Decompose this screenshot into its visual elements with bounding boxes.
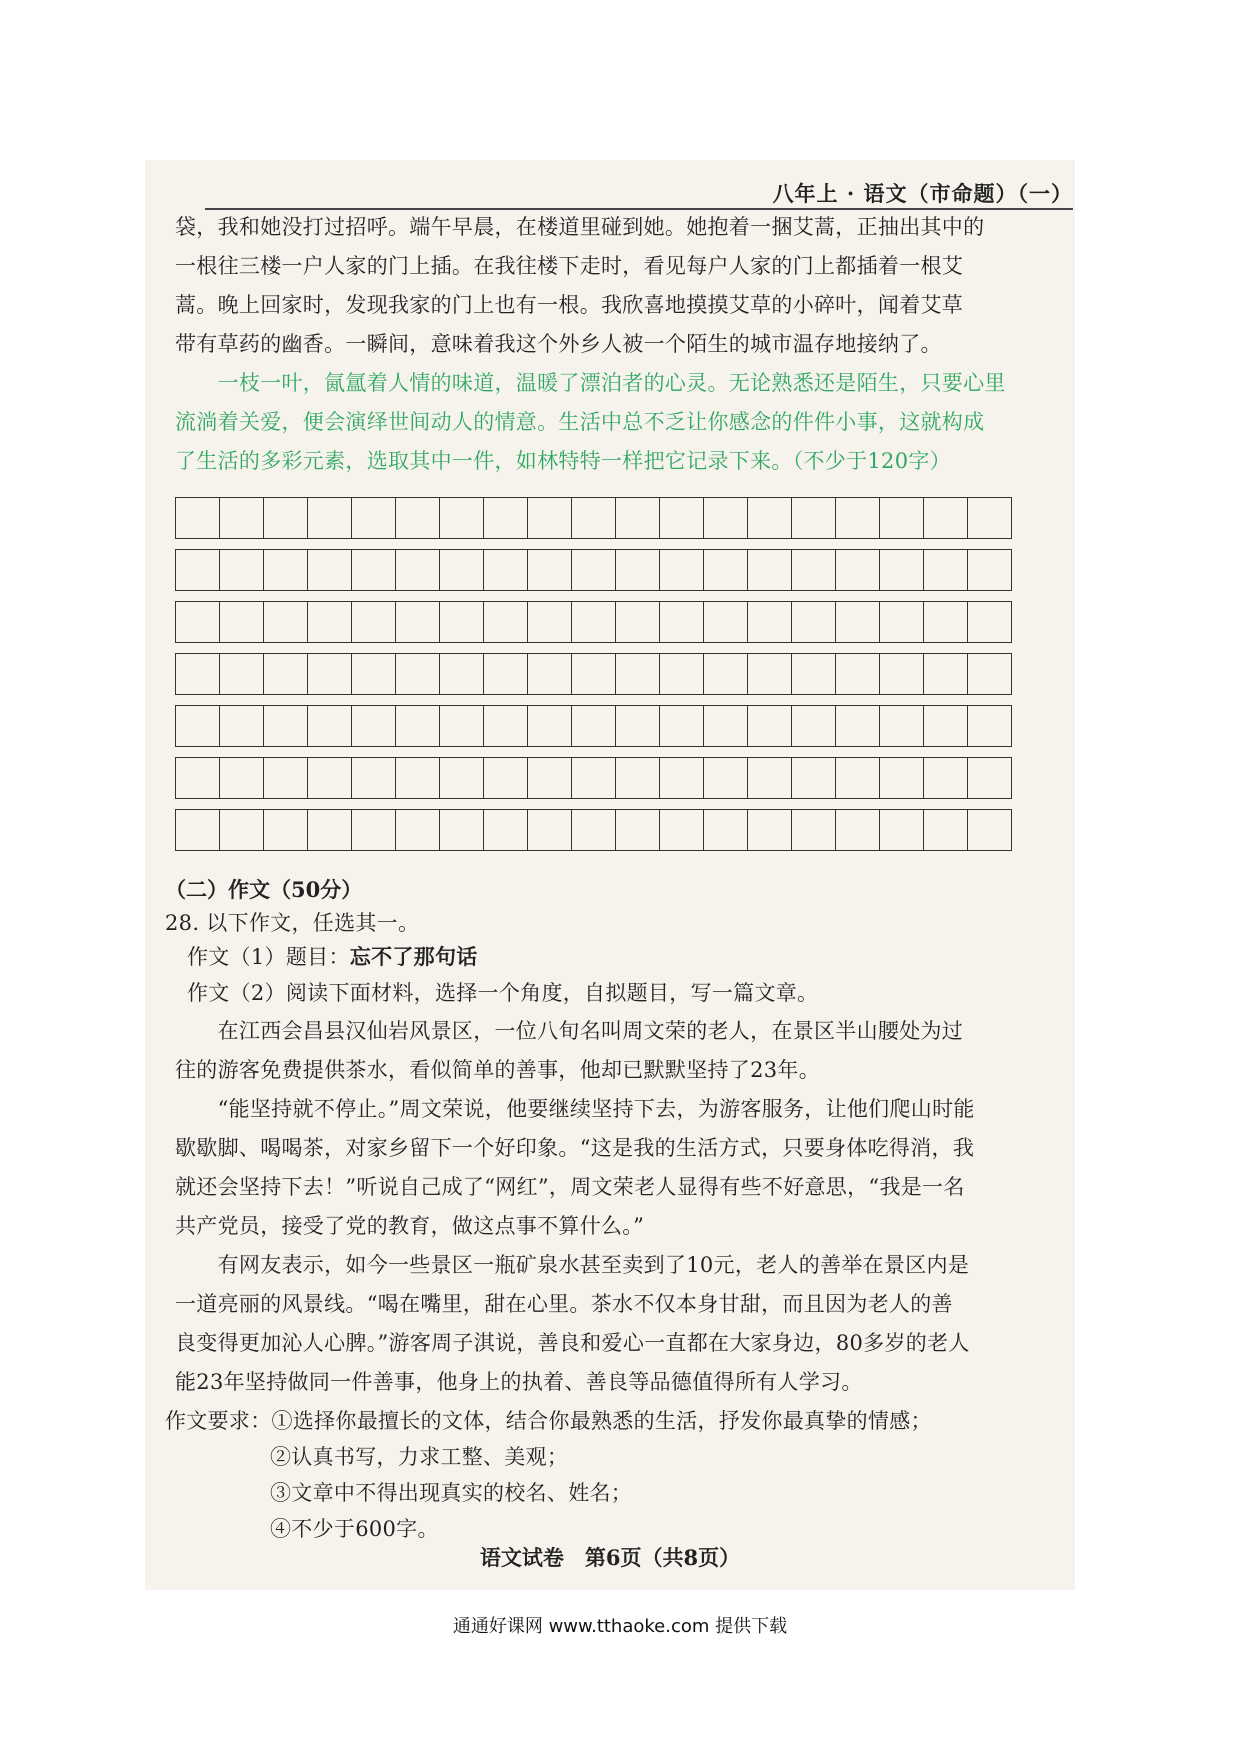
material-line: 往的游客免费提供茶水，看似简单的善事，他却已默默坚持了23年。 (175, 1058, 821, 1082)
grid-gap-cell (484, 591, 528, 602)
grid-gap-cell (836, 747, 880, 758)
grid-cell[interactable] (440, 706, 484, 747)
material-line: 就还会坚持下去！”听说自己成了“网红”，周文荣老人显得有些不好意思，“我是一名 (175, 1175, 965, 1199)
grid-cell[interactable] (176, 758, 220, 799)
grid-cell[interactable] (352, 654, 396, 695)
grid-cell[interactable] (748, 810, 792, 851)
material-paragraph-2 (175, 1090, 1055, 1246)
grid-gap-cell (220, 643, 264, 654)
grid-cell[interactable] (616, 758, 660, 799)
grid-gap-cell (924, 695, 968, 706)
grid-gap-cell (748, 799, 792, 810)
grid-gap-cell (176, 695, 220, 706)
grid-gap-cell (968, 539, 1012, 550)
grid-cell[interactable] (660, 550, 704, 591)
grid-gap-cell (572, 695, 616, 706)
grid-gap-cell (836, 539, 880, 550)
grid-gap-cell (880, 539, 924, 550)
grid-gap-cell (660, 591, 704, 602)
material-line: “能坚持就不停止。”周文荣说，他要继续坚持下去，为游客服务，让他们爬山时能 (175, 1097, 975, 1121)
grid-row-gap (176, 643, 1012, 654)
grid-row (176, 602, 1012, 643)
grid-cell[interactable] (484, 654, 528, 695)
grid-cell[interactable] (352, 758, 396, 799)
grid-gap-cell (352, 643, 396, 654)
passage-line: 一根往三楼一户人家的门上插。在我往楼下走时，看见每户人家的门上都插着一根艾 (175, 254, 964, 278)
grid-cell[interactable] (264, 810, 308, 851)
grid-gap-cell (704, 799, 748, 810)
grid-gap-cell (484, 643, 528, 654)
grid-cell[interactable] (396, 758, 440, 799)
grid-cell[interactable] (792, 810, 836, 851)
grid-gap-cell (924, 643, 968, 654)
page-footer: 语文试卷 第6页（共8页） (479, 1545, 741, 1570)
grid-cell[interactable] (572, 706, 616, 747)
grid-cell[interactable] (880, 602, 924, 643)
material-line: 良变得更加沁人心脾。”游客周子淇说，善良和爱心一直都在大家身边，80多岁的老人 (175, 1331, 970, 1355)
grid-gap-cell (396, 747, 440, 758)
grid-cell[interactable] (880, 550, 924, 591)
grid-cell[interactable] (792, 550, 836, 591)
grid-gap-cell (968, 643, 1012, 654)
grid-gap-cell (352, 799, 396, 810)
grid-cell[interactable] (176, 602, 220, 643)
grid-gap-cell (484, 695, 528, 706)
grid-gap-cell (792, 799, 836, 810)
grid-gap-cell (968, 695, 1012, 706)
prompt-line: 流淌着关爱，便会演绎世间动人的情意。生活中总不乏让你感念的件件小事，这就构成 (175, 410, 985, 434)
answer-writing-grid[interactable] (175, 497, 1012, 851)
grid-cell[interactable] (704, 758, 748, 799)
grid-cell[interactable] (484, 758, 528, 799)
grid-gap-cell (880, 643, 924, 654)
grid-gap-cell (704, 591, 748, 602)
grid-cell[interactable] (968, 706, 1012, 747)
grid-cell[interactable] (792, 758, 836, 799)
grid-row-gap (176, 695, 1012, 706)
grid-gap-cell (440, 695, 484, 706)
grid-gap-cell (792, 539, 836, 550)
grid-cell[interactable] (528, 550, 572, 591)
grid-cell[interactable] (528, 602, 572, 643)
grid-gap-cell (220, 539, 264, 550)
reading-passage-end (175, 208, 1055, 364)
grid-gap-cell (836, 695, 880, 706)
grid-cell[interactable] (836, 550, 880, 591)
grid-row (176, 706, 1012, 747)
grid-gap-cell (660, 539, 704, 550)
grid-cell[interactable] (616, 498, 660, 539)
grid-cell[interactable] (660, 706, 704, 747)
page-header: 八年上 · 语文（市命题）（一） (205, 178, 1073, 210)
grid-gap-cell (528, 695, 572, 706)
grid-gap-cell (440, 591, 484, 602)
grid-cell[interactable] (308, 654, 352, 695)
grid-gap-cell (836, 799, 880, 810)
grid-cell[interactable] (660, 758, 704, 799)
material-line: 共产党员，接受了党的教育，做这点事不算什么。” (175, 1214, 645, 1238)
grid-cell[interactable] (924, 602, 968, 643)
grid-cell[interactable] (308, 498, 352, 539)
grid-gap-cell (220, 799, 264, 810)
grid-cell[interactable] (968, 550, 1012, 591)
grid-gap-cell (924, 591, 968, 602)
grid-cell[interactable] (528, 654, 572, 695)
grid-cell[interactable] (352, 602, 396, 643)
grid-gap-cell (924, 539, 968, 550)
grid-gap-cell (616, 539, 660, 550)
grid-gap-cell (748, 591, 792, 602)
grid-cell[interactable] (440, 602, 484, 643)
grid-cell[interactable] (220, 758, 264, 799)
grid-cell[interactable] (924, 758, 968, 799)
grid-cell[interactable] (704, 550, 748, 591)
grid-cell[interactable] (484, 550, 528, 591)
grid-row-gap (176, 539, 1012, 550)
grid-gap-cell (792, 591, 836, 602)
grid-cell[interactable] (528, 498, 572, 539)
grid-cell[interactable] (616, 706, 660, 747)
grid-gap-cell (352, 539, 396, 550)
grid-gap-cell (616, 643, 660, 654)
grid-gap-cell (308, 695, 352, 706)
grid-gap-cell (308, 643, 352, 654)
material-line: 在江西会昌县汉仙岩风景区，一位八旬名叫周文荣的老人，在景区半山腰处为过 (175, 1019, 964, 1043)
grid-gap-cell (528, 747, 572, 758)
grid-cell[interactable] (616, 654, 660, 695)
grid-cell[interactable] (220, 498, 264, 539)
grid-cell[interactable] (396, 706, 440, 747)
grid-gap-cell (968, 799, 1012, 810)
grid-cell[interactable] (704, 810, 748, 851)
requirements-label: 作文要求： (165, 1409, 272, 1433)
grid-cell[interactable] (176, 810, 220, 851)
grid-cell[interactable] (704, 654, 748, 695)
grid-gap-cell (264, 591, 308, 602)
grid-cell[interactable] (572, 654, 616, 695)
grid-cell[interactable] (660, 498, 704, 539)
passage-line: 蒿。晚上回家时，发现我家的门上也有一根。我欣喜地摸摸艾草的小碎叶，闻着艾草 (175, 293, 964, 317)
grid-gap-cell (704, 695, 748, 706)
grid-gap-cell (616, 695, 660, 706)
material-line: 有网友表示，如今一些景区一瓶矿泉水甚至卖到了10元，老人的善举在景区内是 (175, 1253, 970, 1277)
grid-cell[interactable] (176, 550, 220, 591)
grid-cell[interactable] (792, 498, 836, 539)
grid-gap-cell (352, 747, 396, 758)
grid-gap-cell (528, 799, 572, 810)
grid-row-gap (176, 799, 1012, 810)
grid-cell[interactable] (704, 706, 748, 747)
grid-gap-cell (396, 643, 440, 654)
grid-gap-cell (440, 747, 484, 758)
grid-cell[interactable] (660, 654, 704, 695)
grid-cell[interactable] (880, 810, 924, 851)
grid-cell[interactable] (880, 654, 924, 695)
grid-cell[interactable] (220, 654, 264, 695)
grid-cell[interactable] (528, 758, 572, 799)
grid-gap-cell (924, 799, 968, 810)
question-27-prompt (175, 364, 1055, 481)
grid-cell[interactable] (616, 810, 660, 851)
grid-cell[interactable] (352, 810, 396, 851)
passage-line: 袋，我和她没打过招呼。端午早晨，在楼道里碰到她。她抱着一捆艾蒿，正抽出其中的 (175, 215, 985, 239)
grid-gap-cell (484, 747, 528, 758)
material-line: 一道亮丽的风景线。“喝在嘴里，甜在心里。茶水不仅本身甘甜，而且因为老人的善 (175, 1292, 953, 1316)
question-28: 28. 以下作文，任选其一。 (165, 911, 420, 935)
grid-cell[interactable] (220, 602, 264, 643)
grid-gap-cell (176, 643, 220, 654)
grid-gap-cell (968, 747, 1012, 758)
grid-cell[interactable] (308, 758, 352, 799)
grid-gap-cell (924, 747, 968, 758)
essay-option-2: 作文（2）阅读下面材料，选择一个角度，自拟题目，写一篇文章。 (187, 981, 819, 1005)
grid-cell[interactable] (968, 602, 1012, 643)
grid-gap-cell (264, 747, 308, 758)
grid-gap-cell (660, 747, 704, 758)
grid-gap-cell (572, 643, 616, 654)
grid-cell[interactable] (748, 550, 792, 591)
grid-gap-cell (880, 695, 924, 706)
grid-cell[interactable] (264, 550, 308, 591)
grid-cell[interactable] (836, 602, 880, 643)
grid-gap-cell (880, 799, 924, 810)
grid-cell[interactable] (880, 706, 924, 747)
grid-cell[interactable] (264, 498, 308, 539)
grid-gap-cell (440, 643, 484, 654)
grid-gap-cell (528, 591, 572, 602)
grid-cell[interactable] (352, 498, 396, 539)
grid-cell[interactable] (836, 758, 880, 799)
grid-cell[interactable] (836, 654, 880, 695)
grid-gap-cell (396, 539, 440, 550)
passage-line: 带有草药的幽香。一瞬间，意味着我这个外乡人被一个陌生的城市温存地接纳了。 (175, 332, 942, 356)
grid-gap-cell (220, 747, 264, 758)
prompt-line: 一枝一叶，氤氲着人情的味道，温暖了漂泊者的心灵。无论熟悉还是陌生，只要心里 (175, 371, 1006, 395)
grid-gap-cell (484, 799, 528, 810)
grid-cell[interactable] (396, 550, 440, 591)
grid-cell[interactable] (440, 498, 484, 539)
grid-cell[interactable] (440, 654, 484, 695)
grid-cell[interactable] (792, 654, 836, 695)
grid-gap-cell (528, 539, 572, 550)
grid-cell[interactable] (748, 758, 792, 799)
grid-cell[interactable] (264, 706, 308, 747)
grid-cell[interactable] (704, 498, 748, 539)
grid-row (176, 810, 1012, 851)
grid-cell[interactable] (308, 602, 352, 643)
grid-cell[interactable] (396, 654, 440, 695)
grid-gap-cell (616, 747, 660, 758)
grid-gap-cell (352, 695, 396, 706)
grid-cell[interactable] (528, 810, 572, 851)
grid-gap-cell (880, 747, 924, 758)
grid-gap-cell (176, 747, 220, 758)
grid-row-gap (176, 747, 1012, 758)
grid-cell[interactable] (968, 810, 1012, 851)
grid-cell[interactable] (264, 758, 308, 799)
grid-gap-cell (308, 539, 352, 550)
grid-gap-cell (616, 591, 660, 602)
exam-page (145, 160, 1075, 1590)
grid-cell[interactable] (220, 550, 264, 591)
grid-gap-cell (396, 591, 440, 602)
grid-gap-cell (484, 539, 528, 550)
grid-gap-cell (660, 799, 704, 810)
material-line: 能23年坚持做同一件善事，他身上的执着、善良等品德值得所有人学习。 (175, 1370, 863, 1394)
grid-gap-cell (616, 799, 660, 810)
grid-cell[interactable] (572, 550, 616, 591)
grid-cell[interactable] (748, 654, 792, 695)
grid-gap-cell (572, 591, 616, 602)
grid-gap-cell (308, 747, 352, 758)
grid-gap-cell (792, 643, 836, 654)
grid-gap-cell (572, 539, 616, 550)
grid-gap-cell (748, 747, 792, 758)
grid-gap-cell (704, 539, 748, 550)
grid-cell[interactable] (792, 602, 836, 643)
grid-gap-cell (748, 539, 792, 550)
grid-gap-cell (308, 591, 352, 602)
grid-gap-cell (660, 695, 704, 706)
grid-cell[interactable] (176, 654, 220, 695)
requirement-item: ②认真书写，力求工整、美观； (270, 1445, 569, 1469)
grid-cell[interactable] (396, 602, 440, 643)
grid-gap-cell (308, 799, 352, 810)
grid-cell[interactable] (264, 602, 308, 643)
grid-gap-cell (220, 695, 264, 706)
download-watermark: 通通好课网 www.tthaoke.com 提供下载 (452, 1616, 788, 1637)
grid-gap-cell (792, 695, 836, 706)
material-line: 歇歇脚、喝喝茶，对家乡留下一个好印象。“这是我的生活方式，只要身体吃得消，我 (175, 1136, 975, 1160)
grid-cell[interactable] (176, 498, 220, 539)
grid-gap-cell (836, 591, 880, 602)
grid-cell[interactable] (396, 498, 440, 539)
material-paragraph-3 (175, 1246, 1055, 1402)
grid-cell[interactable] (924, 810, 968, 851)
grid-gap-cell (836, 643, 880, 654)
grid-gap-cell (704, 643, 748, 654)
grid-cell[interactable] (440, 550, 484, 591)
grid-gap-cell (880, 591, 924, 602)
grid-gap-cell (968, 591, 1012, 602)
grid-gap-cell (220, 591, 264, 602)
grid-gap-cell (264, 539, 308, 550)
grid-gap-cell (660, 643, 704, 654)
grid-cell[interactable] (748, 602, 792, 643)
grid-cell[interactable] (176, 706, 220, 747)
grid-gap-cell (176, 799, 220, 810)
grid-cell[interactable] (836, 810, 880, 851)
grid-cell[interactable] (220, 706, 264, 747)
essay-option-1 (187, 942, 478, 972)
option-1-title: 忘不了那句话 (349, 944, 478, 969)
grid-gap-cell (440, 799, 484, 810)
grid-cell[interactable] (484, 602, 528, 643)
grid-cell[interactable] (968, 498, 1012, 539)
grid-cell[interactable] (220, 810, 264, 851)
grid-cell[interactable] (308, 550, 352, 591)
grid-cell[interactable] (572, 498, 616, 539)
grid-cell[interactable] (616, 602, 660, 643)
requirement-item: ①选择你最擅长的文体，结合你最熟悉的生活，抒发你最真挚的情感； (271, 1409, 932, 1433)
grid-row (176, 550, 1012, 591)
grid-cell[interactable] (792, 706, 836, 747)
grid-gap-cell (704, 747, 748, 758)
grid-cell[interactable] (924, 654, 968, 695)
grid-cell[interactable] (264, 654, 308, 695)
grid-cell[interactable] (880, 498, 924, 539)
grid-cell[interactable] (308, 706, 352, 747)
grid-gap-cell (440, 539, 484, 550)
grid-cell[interactable] (352, 550, 396, 591)
grid-cell[interactable] (968, 758, 1012, 799)
grid-cell[interactable] (484, 810, 528, 851)
grid-row (176, 498, 1012, 539)
grid-cell[interactable] (616, 550, 660, 591)
grid-cell[interactable] (572, 602, 616, 643)
grid-cell[interactable] (836, 498, 880, 539)
grid-gap-cell (748, 695, 792, 706)
grid-cell[interactable] (880, 758, 924, 799)
grid-row (176, 654, 1012, 695)
grid-cell[interactable] (484, 498, 528, 539)
essay-section-title: （二）作文（50分） (165, 877, 363, 902)
grid-cell[interactable] (572, 810, 616, 851)
grid-cell[interactable] (352, 706, 396, 747)
grid-cell[interactable] (836, 706, 880, 747)
grid-gap-cell (792, 747, 836, 758)
material-paragraph-1 (175, 1012, 1055, 1090)
grid-gap-cell (396, 799, 440, 810)
option-1-prefix: 作文（1）题目： (187, 945, 350, 969)
requirements-block (165, 1406, 932, 1436)
grid-gap-cell (748, 643, 792, 654)
grid-cell[interactable] (308, 810, 352, 851)
grid-cell[interactable] (396, 810, 440, 851)
grid-cell[interactable] (440, 758, 484, 799)
grid-gap-cell (572, 799, 616, 810)
requirement-item: ③文章中不得出现真实的校名、姓名； (270, 1481, 633, 1505)
grid-cell[interactable] (748, 706, 792, 747)
grid-cell[interactable] (968, 654, 1012, 695)
grid-cell[interactable] (924, 550, 968, 591)
grid-gap-cell (264, 695, 308, 706)
grid-cell[interactable] (660, 810, 704, 851)
grid-cell[interactable] (924, 706, 968, 747)
grid-gap-cell (264, 799, 308, 810)
grid-cell[interactable] (572, 758, 616, 799)
grid-gap-cell (264, 643, 308, 654)
grid-cell[interactable] (528, 706, 572, 747)
grid-cell[interactable] (748, 498, 792, 539)
grid-cell[interactable] (440, 810, 484, 851)
grid-gap-cell (528, 643, 572, 654)
grid-gap-cell (572, 747, 616, 758)
grid-gap-cell (176, 539, 220, 550)
grid-row-gap (176, 591, 1012, 602)
grid-cell[interactable] (704, 602, 748, 643)
grid-gap-cell (352, 591, 396, 602)
grid-row (176, 758, 1012, 799)
grid-cell[interactable] (924, 498, 968, 539)
prompt-line: 了生活的多彩元素，选取其中一件，如林特特一样把它记录下来。（不少于120字） (175, 449, 951, 473)
requirement-item: ④不少于600字。 (270, 1517, 439, 1541)
grid-cell[interactable] (484, 706, 528, 747)
grid-cell[interactable] (660, 602, 704, 643)
grid-gap-cell (176, 591, 220, 602)
grid-gap-cell (396, 695, 440, 706)
